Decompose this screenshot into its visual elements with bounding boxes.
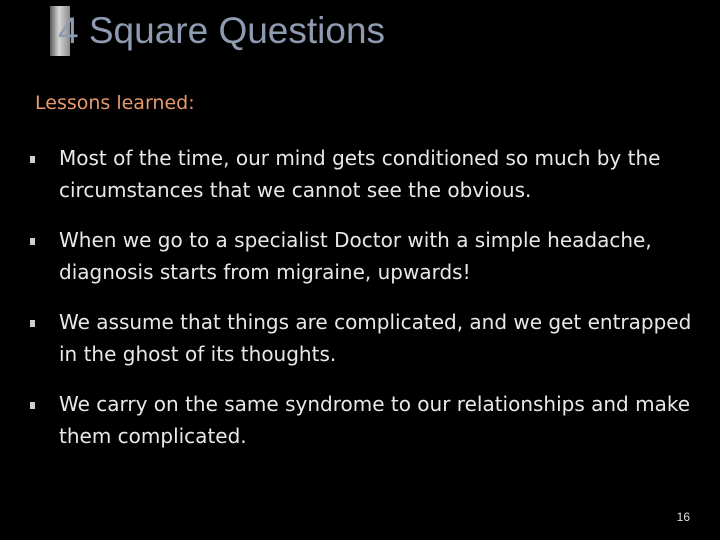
bullet-list [30, 142, 710, 470]
square-bullet-icon [30, 320, 35, 327]
page-number: 16 [676, 510, 690, 524]
slide-subtitle: Lessons learned: [35, 92, 195, 114]
square-bullet-icon [30, 156, 35, 163]
bullet-text: We assume that things are complicated, and we get entrapped in the ghost of its thoughts. [59, 310, 692, 366]
bullet-item [30, 224, 710, 288]
bullet-item [30, 142, 710, 206]
square-bullet-icon [30, 238, 35, 245]
square-bullet-icon [30, 402, 35, 409]
bullet-text: We carry on the same syndrome to our relationships and make them complicated. [59, 392, 691, 448]
bullet-item [30, 388, 710, 452]
slide-title: 4 Square Questions [58, 10, 386, 51]
bullet-text: When we go to a specialist Doctor with a simple headache, diagnosis starts from migraine, upwards! [59, 228, 652, 284]
bullet-item [30, 306, 710, 370]
bullet-text: Most of the time, our mind gets conditioned so much by the circumstances that we cannot see the obvious. [59, 146, 661, 202]
